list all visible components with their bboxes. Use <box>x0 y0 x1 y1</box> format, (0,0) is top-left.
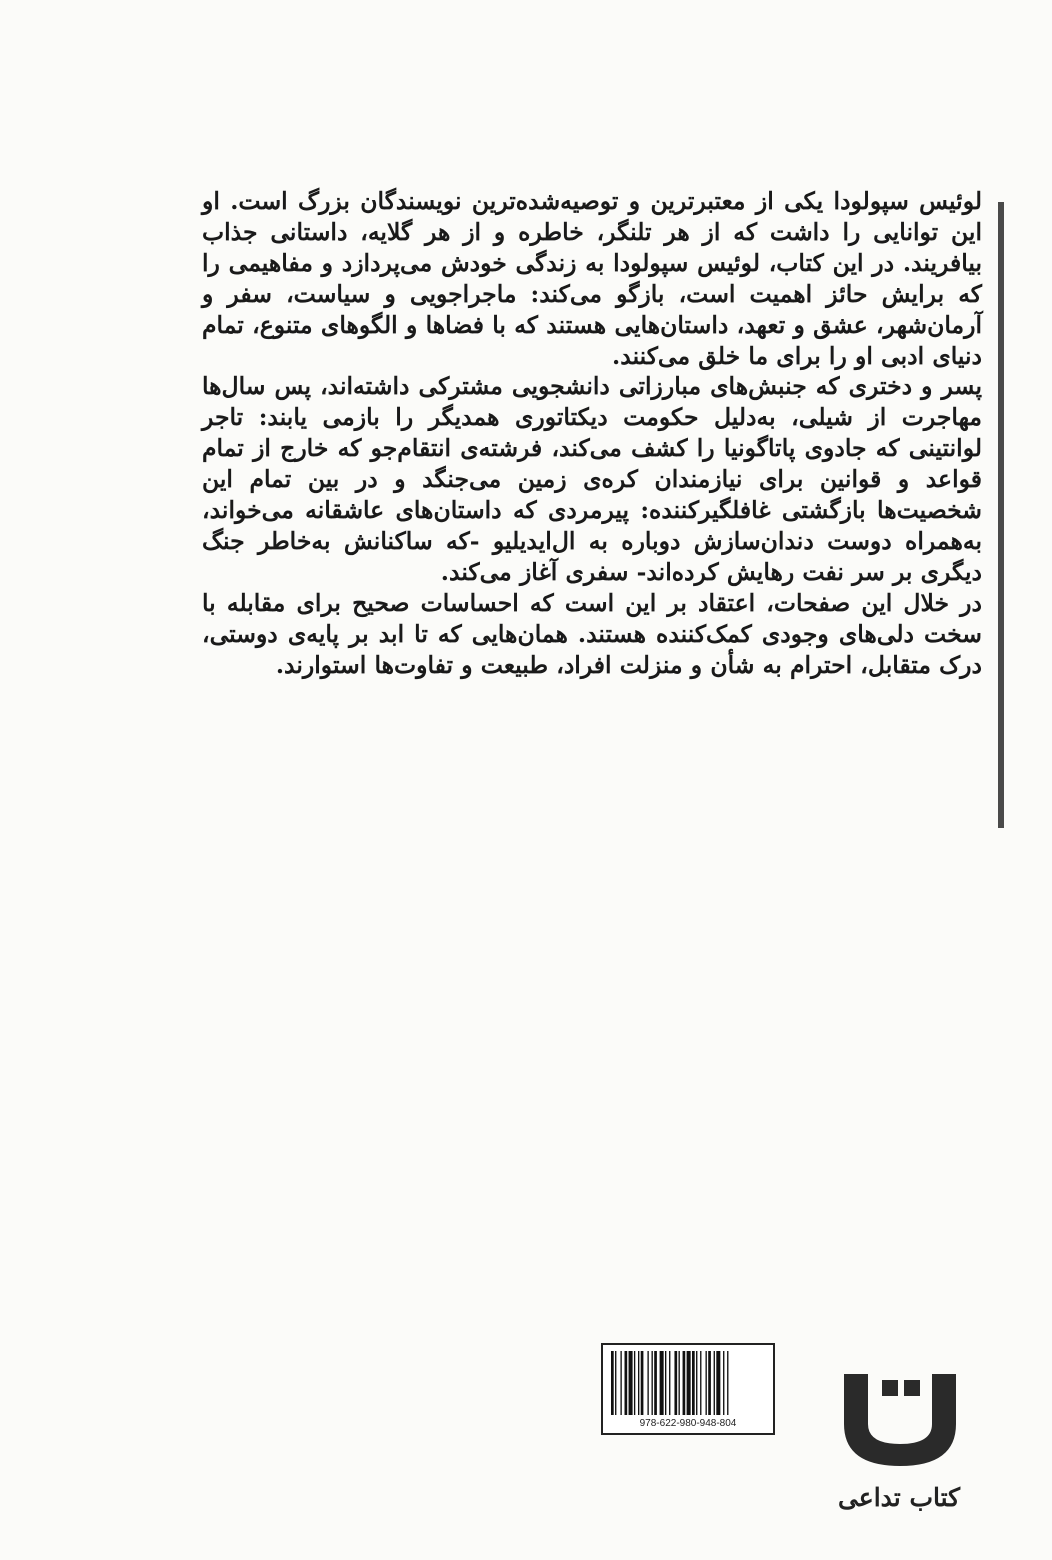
barcode-bar <box>625 1351 628 1415</box>
barcode-bar <box>647 1351 648 1415</box>
ta-letter-logo-icon <box>836 1362 962 1472</box>
barcode-bar <box>660 1351 664 1415</box>
barcode-bar <box>714 1351 715 1415</box>
blurb-paragraph-3: در خلال این صفحات، اعتقاد بر این است که احساسات صحیح برای مقابله با سخت دلی‌های وجودی کمک‌کننده هستند. همان‌هایی که تا ابد بر پایه‌ی دوستی، درک متقابل، احترام به شأن و منزلت افراد، طبیعت و تفاوت‌ها استوارند. <box>202 588 982 679</box>
barcode-bar <box>620 1351 621 1415</box>
barcode-bar <box>723 1351 724 1415</box>
barcode-bar <box>629 1351 633 1415</box>
barcode-bar <box>652 1351 653 1415</box>
barcode-bar <box>687 1351 691 1415</box>
publisher-name: کتاب تداعی <box>837 1483 961 1512</box>
barcode-bar <box>683 1351 686 1415</box>
barcode-bar <box>615 1351 616 1415</box>
barcode <box>601 1343 775 1435</box>
barcode-bar <box>716 1351 720 1415</box>
barcode-bar <box>692 1351 695 1415</box>
barcode-bar <box>700 1351 701 1415</box>
barcode-bar <box>674 1351 677 1415</box>
barcode-bar <box>706 1351 707 1415</box>
blurb-paragraph-1: لوئیس سپولودا یکی از معتبرترین و توصیه‌شده‌ترین نویسندگان بزرگ است. او این توانایی را داشت که از هر تلنگر، خاطره و از هر گلایه، داستانی جذاب بیافریند. در این کتاب، لوئیس سپولودا به زندگی خودش می‌پردازد و مفاهیمی را که برایش حائز اهمیت است، بازگو می‌کند: ماجراجویی و سیاست، سفر و آرمان‌شهر، عشق و تعهد، داستان‌هایی هستند که با فضاها و الگوهای متنوع، تمام دنیای ادبی او را برای ما خلق می‌کنند. <box>202 187 982 370</box>
barcode-bar <box>638 1351 639 1415</box>
barcode-bars <box>609 1351 767 1415</box>
barcode-bar <box>679 1351 680 1415</box>
blurb-paragraph-2: پسر و دختری که جنبش‌های مبارزاتی دانشجویی مشترکی داشته‌اند، پس سال‌ها مهاجرت از شیلی، به‌دلیل حکومت دیکتاتوری همدیگر را بازمی یابند: تاجر لوانتینی که جادوی پاتاگونیا را کشف می‌کند، فرشته‌ی انتقام‌جو که خارج از تمام قواعد و قوانین برای نیازمندان کره‌ی زمین می‌جنگد و در بین تمام این شخصیت‌ها بازگشتی غافلگیرکننده: پیرمردی که داستان‌های عاشقانه می‌خواند، به‌همراه دوست دندان‌سازش دوباره به ال‌ایدیلیو -که ساکنانش به‌خاطر جنگ دیگری بر سر نفت رهایش کرده‌اند- سفری آغاز می‌کند. <box>202 372 982 586</box>
barcode-bar <box>669 1351 670 1415</box>
barcode-bar <box>634 1351 635 1415</box>
blurb-text <box>202 186 982 681</box>
barcode-bar <box>696 1351 697 1415</box>
barcode-bar <box>641 1351 644 1415</box>
barcode-bar <box>654 1351 657 1415</box>
barcode-bar <box>708 1351 711 1415</box>
barcode-bar <box>727 1351 728 1415</box>
barcode-bar <box>611 1351 614 1415</box>
margin-rule <box>998 202 1004 828</box>
isbn-number: 978-622-980-948-804 <box>639 1418 737 1429</box>
barcode-bar <box>665 1351 666 1415</box>
